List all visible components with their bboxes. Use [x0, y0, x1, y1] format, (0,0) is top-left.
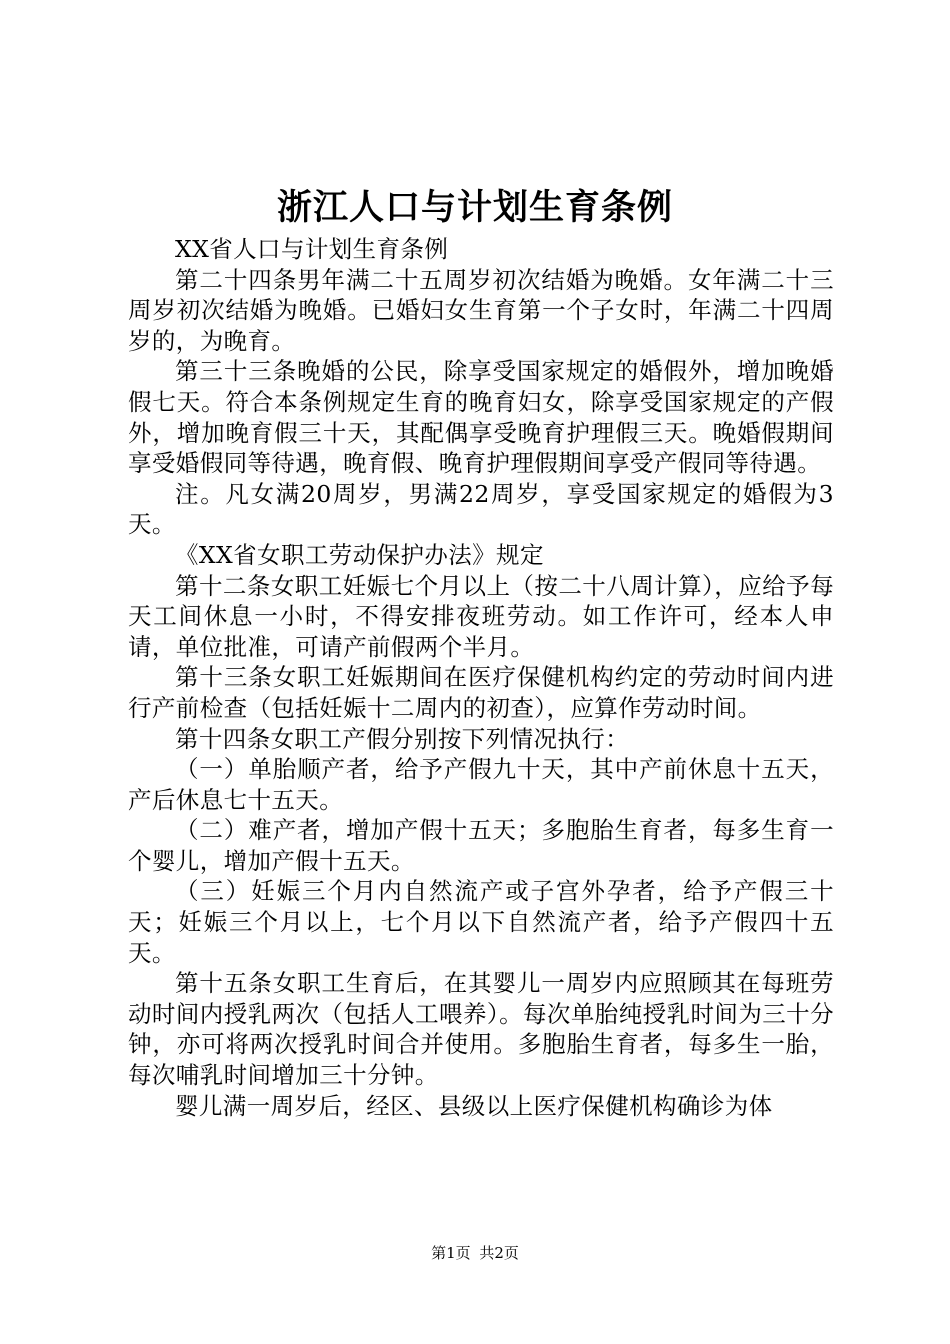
- document-body: [128, 234, 834, 1121]
- page-total: 共2页: [479, 1244, 519, 1262]
- paragraph: （三）妊娠三个月内自然流产或子宫外孕者，给予产假三十天；妊娠三个月以上，七个月以下自然流产者，给予产假四十五天。: [128, 877, 834, 967]
- paragraph: XX省人口与计划生育条例: [175, 235, 449, 263]
- paragraph: 婴儿满一周岁后，经区、县级以上医疗保健机构确诊为体: [175, 1091, 773, 1120]
- paragraph: 第十四条女职工产假分别按下列情况执行：: [175, 724, 630, 753]
- paragraph: 《XX省女职工劳动保护办法》规定: [175, 540, 544, 569]
- page-number: 第1页: [431, 1244, 471, 1262]
- paragraph: 第十五条女职工生育后，在其婴儿一周岁内应照顾其在每班劳动时间内授乳两次（包括人工喂养）。每次单胎纯授乳时间为三十分钟，亦可将两次授乳时间合并使用。多胞胎生育者，每多生一胎，每次哺乳时间增加三十分钟。: [128, 969, 834, 1090]
- paragraph: 注。凡女满20周岁，男满22周岁，享受国家规定的婚假为3天。: [128, 479, 834, 539]
- paragraph: 第三十三条晚婚的公民，除享受国家规定的婚假外，增加晚婚假七天。符合本条例规定生育的晚育妇女，除享受国家规定的产假外，增加晚育假三十天，其配偶享受晚育护理假三天。晚婚假期间享受婚假同等待遇，晚育假、晚育护理假期间享受产假同等待遇。: [128, 357, 834, 478]
- paragraph: 第十三条女职工妊娠期间在医疗保健机构约定的劳动时间内进行产前检查（包括妊娠十二周内的初查），应算作劳动时间。: [128, 663, 834, 722]
- page-footer: [0, 1243, 950, 1263]
- paragraph: 第二十四条男年满二十五周岁初次结婚为晚婚。女年满二十三周岁初次结婚为晚婚。已婚妇女生育第一个子女时，年满二十四周岁的，为晚育。: [128, 265, 834, 355]
- document-title: 浙江人口与计划生育条例: [276, 187, 673, 228]
- paragraph: （一）单胎顺产者，给予产假九十天，其中产前休息十五天，产后休息七十五天。: [128, 755, 834, 814]
- paragraph: 第十二条女职工妊娠七个月以上（按二十八周计算），应给予每天工间休息一小时，不得安排夜班劳动。如工作许可，经本人申请，单位批准，可请产前假两个半月。: [128, 571, 834, 661]
- paragraph: （二）难产者，增加产假十五天；多胞胎生育者，每多生育一个婴儿，增加产假十五天。: [128, 816, 834, 875]
